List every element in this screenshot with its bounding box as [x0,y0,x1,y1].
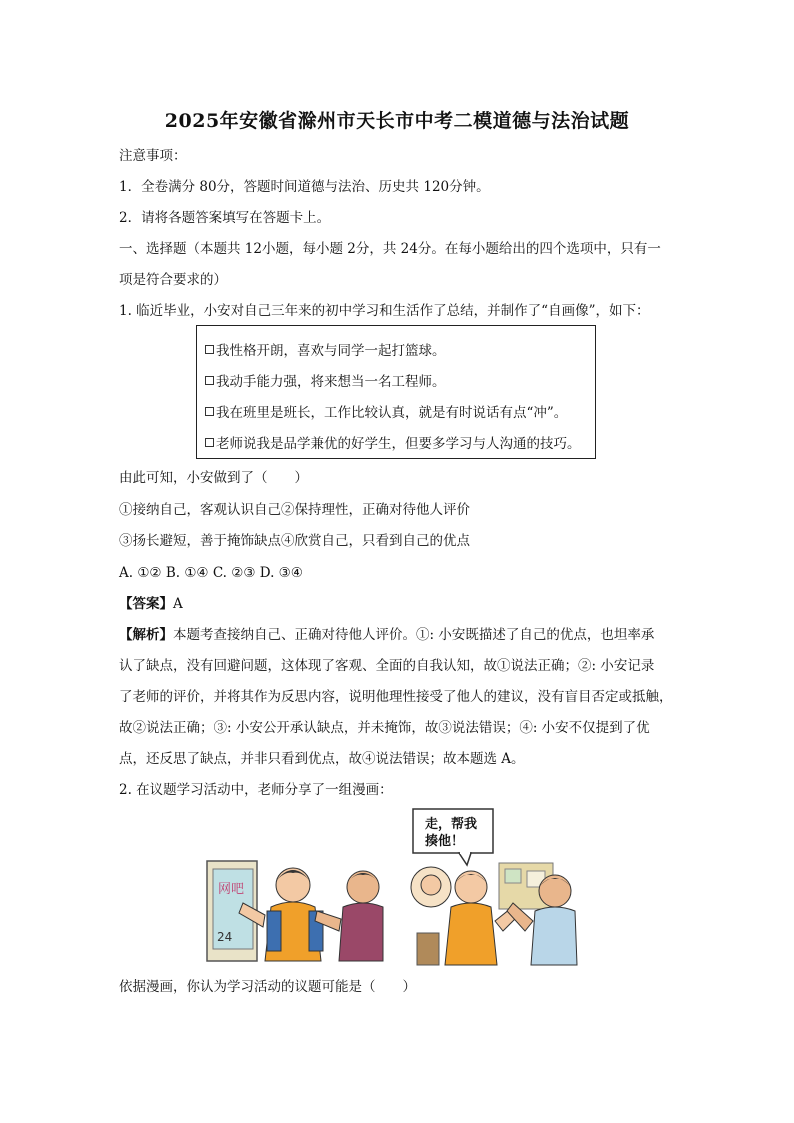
analysis-line-3: 了老师的评价，并将其作为反思内容，说明他理性接受了他人的建议，没有盲目否定或抵触， [119,689,673,705]
cafe-sign-text: 网吧 [218,882,245,897]
boy-2-head [347,871,379,903]
page-title: 2025年安徽省滁州市天长市中考二模道德与法治试题 [164,110,630,132]
section-heading-line-1: 一、选择题（本题共 12小题，每小题 2分，共 24分。在每小题给出的四个选项中，只有一 [119,241,661,257]
notice-item-2: 2．请将各题答案填写在答题卡上。 [119,210,331,226]
bullet-square-icon [205,345,214,354]
section-heading-line-2: 项是符合要求的） [119,272,227,288]
notice-item-1: 1．全卷满分 80分，答题时间道德与法治、历史共 120分钟。 [119,179,490,195]
bullet-square-icon [205,376,214,385]
option-line-1: ①接纳自己，客观认识自己②保持理性，正确对待他人评价 [119,502,470,518]
question-2-prompt: 依据漫画，你认为学习活动的议题可能是（ ） [119,979,416,995]
analysis-line-5: 点，还反思了缺点，并非只看到优点，故④说法错误；故本题选 A。 [119,751,525,767]
box-item: 我动手能力强，将来想当一名工程师。 [205,370,446,390]
box-item: 老师说我是品学兼优的好学生，但要多学习与人沟通的技巧。 [205,432,581,452]
choices: A. ①② B. ①④ C. ②③ D. ③④ [119,565,303,581]
boy-1-head [455,871,487,903]
self-portrait-box [196,325,596,459]
analysis-line-4: 故②说法正确；③: 小安公开承认缺点，并未掩饰，故③说法错误；④: 小安不仅提到了优 [119,720,650,736]
comic-panel-help-fight [405,805,585,967]
comic-panel-internet-cafe [205,855,385,967]
question-1-stem: 1. 临近毕业，小安对自己三年来的初中学习和生活作了总结，并制作了“自画像”，如下： [119,303,650,319]
cafe-sign-number: 24 [217,930,233,944]
analysis-line-2: 认了缺点，没有回避问题，这体现了客观、全面的自我认知，故①说法正确；②: 小安记录 [119,658,655,674]
question-2-stem: 2. 在议题学习活动中，老师分享了一组漫画： [119,782,393,798]
answer: 【答案】A [119,596,183,612]
boy-2-body [531,907,577,965]
box-item: 我性格开朗，喜欢与同学一起打篮球。 [205,339,446,359]
option-line-2: ③扬长避短，善于掩饰缺点④欣赏自己，只看到自己的优点 [119,533,470,549]
bullet-square-icon [205,438,214,447]
bullet-square-icon [205,407,214,416]
box-item: 我在班里是班长，工作比较认真，就是有时说话有点“冲”。 [205,401,567,421]
boy-2-body [339,903,383,961]
boy-2-head [539,875,571,907]
analysis-line-1: 【解析】本题考查接纳自己、正确对待他人评价。①: 小安既描述了自己的优点，也坦率承 [119,627,655,643]
speech-text-line-2: 揍他！ [425,834,465,849]
question-1-prompt: 由此可知，小安做到了（ ） [119,470,308,486]
speech-text-line-1: 走，帮我 [425,817,478,832]
boy-1-body [445,903,497,965]
notice-heading: 注意事项： [119,148,187,164]
boy-1-head [276,868,310,902]
